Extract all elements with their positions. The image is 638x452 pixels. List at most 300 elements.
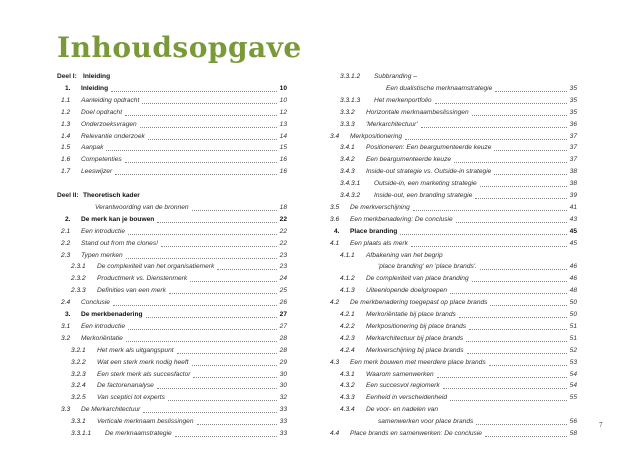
- dot-leader: [413, 210, 567, 211]
- toc-entry-title: Aanpak: [81, 144, 104, 152]
- toc-entry-page: 37: [569, 156, 577, 164]
- toc-entry-number: 3.5: [330, 203, 340, 211]
- dot-leader: [128, 329, 277, 330]
- toc-entry-number: 3.4.2: [340, 156, 355, 164]
- toc-entry-page: 38: [569, 180, 577, 188]
- toc-entry-title: Inleiding: [83, 73, 111, 80]
- toc-entry[interactable]: [57, 225, 287, 236]
- toc-entry-title: Merkpositionering: [350, 132, 403, 140]
- toc-entry-number: 1.7: [61, 168, 71, 176]
- toc-entry-page: 51: [569, 322, 577, 330]
- toc-entry-number: 3.2.2: [71, 358, 86, 366]
- toc-entry[interactable]: [326, 260, 577, 271]
- dot-leader: [140, 127, 277, 128]
- toc-entry-page: 12: [279, 108, 287, 116]
- toc-entry-page: 24: [279, 275, 287, 283]
- toc-entry-title: Doel opdracht: [81, 108, 123, 116]
- toc-section-heading[interactable]: [57, 70, 287, 81]
- toc-entry[interactable]: [57, 82, 287, 93]
- toc-entry-page: 33: [279, 430, 287, 437]
- toc-entry-number: 2.3.2: [71, 275, 86, 283]
- toc-entry-number: 3.2.3: [71, 370, 86, 378]
- toc-entry-title: De complexiteit van het organisatiemerk: [97, 263, 215, 271]
- toc-entry-number: 2.3: [61, 251, 71, 259]
- toc-entry[interactable]: [57, 94, 287, 105]
- toc-entry-title: Place brands en samenwerken: De conclusie: [350, 430, 482, 437]
- toc-entry[interactable]: [57, 272, 287, 283]
- dot-leader: [111, 91, 277, 92]
- toc-entry-page: 18: [279, 203, 287, 211]
- toc-entry[interactable]: [57, 379, 287, 390]
- toc-entry-number: 3.4.3.1: [340, 180, 361, 188]
- toc-entry-title: Horizontale merknaambeslissingen: [366, 108, 469, 116]
- toc-entry-number: 2.3.1: [71, 263, 86, 271]
- toc-entry[interactable]: [57, 368, 287, 379]
- dot-leader: [405, 139, 567, 140]
- toc-entry-title: De complexiteit van place branding: [366, 275, 469, 283]
- dot-leader: [113, 305, 277, 306]
- toc-entry-title: Onderzoeksvragen: [81, 120, 137, 128]
- dot-leader: [217, 269, 277, 270]
- dot-leader: [490, 305, 567, 306]
- dot-leader: [125, 115, 277, 116]
- toc-entry[interactable]: [326, 320, 577, 331]
- dot-leader: [443, 388, 567, 389]
- toc-entry[interactable]: [326, 82, 577, 93]
- toc-entry-page: 54: [569, 370, 577, 378]
- toc-entry-number: 3.3.3: [340, 120, 355, 128]
- dot-leader: [192, 210, 277, 211]
- dot-leader: [441, 412, 567, 413]
- toc-entry-number: 4.2.1: [340, 311, 355, 318]
- toc-entry-number: 3.3: [61, 406, 71, 414]
- toc-entry-number: 4.4: [330, 430, 340, 437]
- toc-entry-title: Een beargumenteerde keuze: [366, 156, 452, 164]
- toc-entry[interactable]: [326, 415, 577, 426]
- toc-entry-title: 'Merkarchitectuur': [366, 120, 418, 128]
- toc-entry-title: De merkbenadering toegepast op place brands: [350, 299, 488, 307]
- toc-entry-number: 1.4: [61, 132, 71, 140]
- toc-entry-title: samenwerken voor place brands: [378, 418, 474, 426]
- toc-entry-title: Relevantie onderzoek: [81, 132, 145, 140]
- toc-entry-page: 45: [569, 239, 577, 247]
- toc-entry-page: 29: [279, 358, 287, 366]
- toc-entry-title: De Merkarchitectuur: [81, 406, 141, 414]
- dot-leader: [467, 353, 568, 354]
- dot-leader: [420, 79, 567, 80]
- toc-entry[interactable]: [326, 165, 577, 176]
- toc-entry[interactable]: [326, 296, 577, 307]
- toc-entry[interactable]: [326, 70, 577, 81]
- toc-entry-page: 23: [279, 251, 287, 259]
- toc-entry-title: Verantwoording van de bronnen: [95, 203, 189, 211]
- dot-leader: [435, 103, 567, 104]
- dot-leader: [489, 365, 567, 366]
- toc-entry-number: 4.3.4: [340, 406, 355, 414]
- dot-leader: [192, 365, 277, 366]
- toc-entry-page: 35: [569, 108, 577, 116]
- toc-entry-title: Het merkenportfolio: [374, 96, 432, 104]
- toc-entry-title: De merkbenadering: [81, 311, 143, 318]
- toc-entry[interactable]: [326, 332, 577, 343]
- toc-entry-page: 13: [279, 120, 287, 128]
- toc-entry-page: 26: [279, 299, 287, 307]
- toc-entry-number: 4.2.4: [340, 346, 355, 354]
- dot-leader: [168, 400, 277, 401]
- toc-entry[interactable]: [57, 118, 287, 129]
- toc-entry-title: Productmerk vs. Dienstenmerk: [97, 275, 188, 283]
- toc-entry-number: 3.4.3: [340, 168, 355, 176]
- toc-entry-title: Positioneren: Een beargumenteerde keuze: [366, 144, 492, 152]
- toc-entry[interactable]: [57, 332, 287, 343]
- toc-entry[interactable]: [57, 391, 287, 402]
- toc-entry-title: Afbakening van het begrip: [366, 251, 443, 259]
- toc-entry[interactable]: [326, 284, 577, 295]
- toc-entry[interactable]: [326, 130, 577, 141]
- toc-entry-title: Het merk als uitgangspunt: [97, 346, 174, 354]
- toc-entry-page: 33: [279, 406, 287, 414]
- toc-entry-title: Uiteenlopende doelgroepen: [366, 287, 448, 295]
- dot-leader: [472, 115, 567, 116]
- toc-entry-page: 27: [279, 311, 287, 318]
- toc-entry-title: Outside-in, een marketing strategie: [374, 180, 477, 188]
- toc-entry[interactable]: [57, 237, 287, 248]
- dot-leader: [495, 91, 567, 92]
- toc-entry-number: 4.: [334, 227, 340, 235]
- toc-entry-number: 3.3.1.2: [340, 73, 361, 80]
- page-number: 7: [599, 421, 603, 429]
- toc-entry-page: 25: [279, 287, 287, 295]
- toc-entry-title: Merkarchitectuur bij place brands: [366, 334, 464, 342]
- dot-leader: [143, 198, 277, 199]
- toc-entry-title: Merkoriëntatie bij place brands: [366, 311, 456, 318]
- toc-entry-title: Stand out from the clones!: [81, 239, 158, 247]
- dot-leader: [197, 424, 277, 425]
- toc-entry-number: 4.3: [330, 358, 340, 366]
- dot-leader: [454, 162, 567, 163]
- dot-leader: [466, 341, 567, 342]
- toc-entry[interactable]: [57, 356, 287, 367]
- toc-entry-page: 22: [279, 227, 287, 235]
- toc-entry[interactable]: [326, 141, 577, 152]
- toc-entry-page: 35: [569, 96, 577, 104]
- toc-entry-title: Inleiding: [81, 84, 109, 92]
- toc-entry[interactable]: [326, 153, 577, 164]
- toc-entry-number: 4.3.3: [340, 394, 355, 402]
- toc-entry[interactable]: [326, 213, 577, 224]
- toc-entry-page: 53: [569, 358, 577, 366]
- toc-entry-page: 50: [569, 311, 577, 318]
- toc-entry-page: 36: [569, 120, 577, 128]
- toc-entry-title: Merkoriëntatie: [81, 334, 123, 342]
- dot-leader: [106, 150, 277, 151]
- dot-leader: [115, 174, 277, 175]
- toc-entry-page: 37: [569, 132, 577, 140]
- toc-entry-page: 54: [569, 382, 577, 390]
- toc-entry-number: 3.: [65, 311, 71, 318]
- toc-entry-page: 35: [569, 84, 577, 92]
- dot-leader: [459, 317, 567, 318]
- toc-entry[interactable]: [57, 141, 287, 152]
- toc-entry-page: 58: [569, 430, 577, 437]
- dot-leader: [446, 258, 567, 259]
- toc-entry-number: 4.3.1: [340, 370, 355, 378]
- toc-entry-number: 2.: [65, 215, 71, 223]
- dot-leader: [421, 127, 567, 128]
- toc-entry-number: 4.2.2: [340, 322, 355, 330]
- toc-entry-number: 3.2.5: [71, 394, 86, 402]
- toc-entry-number: 4.1: [330, 239, 340, 247]
- toc-entry-number: 3.2.1: [71, 346, 86, 354]
- toc-entry[interactable]: [57, 296, 287, 307]
- toc-entry[interactable]: [326, 201, 577, 212]
- toc-entry-number: 3.2.4: [71, 382, 86, 390]
- toc-entry-page: 14: [279, 132, 287, 140]
- dot-leader: [450, 400, 567, 401]
- page-title: Inhoudsopgave: [57, 31, 302, 64]
- toc-entry-number: 3.3.1.1: [71, 430, 92, 437]
- toc-entry[interactable]: [326, 272, 577, 283]
- toc-entry-number: 4.1.2: [340, 275, 355, 283]
- toc-entry-page: 32: [279, 394, 287, 402]
- toc-entry-number: 3.2: [61, 334, 71, 342]
- toc-entry[interactable]: [57, 320, 287, 331]
- dot-leader: [126, 258, 277, 259]
- toc-entry-number: Deel I:: [57, 73, 77, 80]
- toc-entry-title: De voor- en nadelen van: [366, 406, 439, 414]
- dot-leader: [157, 388, 277, 389]
- dot-leader: [190, 281, 277, 282]
- toc-entry-title: Conclusie: [81, 299, 110, 307]
- toc-entry-page: 55: [569, 394, 577, 402]
- toc-entry-number: 1.1: [61, 96, 71, 104]
- toc-entry-title: Een merk bouwen met meerdere place brands: [350, 358, 486, 366]
- toc-entry[interactable]: [57, 427, 287, 438]
- toc-entry[interactable]: [57, 249, 287, 260]
- dot-leader: [128, 234, 277, 235]
- toc-entry-title: Aanleiding opdracht: [81, 96, 140, 104]
- toc-entry-number: 1.: [65, 84, 71, 92]
- toc-entry-title: Place branding: [350, 227, 398, 235]
- toc-entry-title: Een dualistische merknaamstrategie: [386, 84, 493, 92]
- toc-entry[interactable]: [326, 177, 577, 188]
- toc-section-heading[interactable]: [57, 189, 287, 200]
- toc-entry-page: 43: [569, 215, 577, 223]
- toc-entry-page: 16: [279, 168, 287, 176]
- toc-entry-number: 3.4.1: [340, 144, 355, 152]
- dot-leader: [472, 281, 567, 282]
- toc-entry[interactable]: [326, 118, 577, 129]
- toc-entry[interactable]: [326, 368, 577, 379]
- toc-entry[interactable]: [326, 356, 577, 367]
- toc-entry-page: 51: [569, 334, 577, 342]
- toc-entry[interactable]: [326, 106, 577, 117]
- toc-entry-page: 10: [279, 96, 287, 104]
- toc-entry[interactable]: [57, 106, 287, 117]
- dot-leader: [169, 293, 277, 294]
- toc-entry-page: 22: [279, 215, 287, 223]
- toc-entry-title: Een sterk merk als succesfactor: [97, 370, 191, 378]
- toc-entry-title: 'place branding' en 'place brands'.: [378, 263, 477, 271]
- toc-entry[interactable]: [326, 427, 577, 438]
- toc-entry-number: 4.1.3: [340, 287, 355, 295]
- toc-entry-title: Merkverschijning bij place brands: [366, 346, 464, 354]
- toc-entry-title: Waarom samenwerken: [366, 370, 434, 378]
- toc-entry-page: 15: [279, 144, 287, 152]
- dot-leader: [175, 436, 277, 437]
- toc-entry[interactable]: [57, 165, 287, 176]
- dot-leader: [113, 79, 277, 80]
- toc-entry[interactable]: [326, 379, 577, 390]
- toc-entry-page: 41: [569, 203, 577, 211]
- dot-leader: [126, 341, 277, 342]
- toc-entry-title: Subbranding –: [374, 73, 417, 80]
- dot-leader: [450, 293, 567, 294]
- toc-entry-page: 52: [569, 346, 577, 354]
- toc-entry[interactable]: [57, 344, 287, 355]
- toc-entry[interactable]: [326, 94, 577, 105]
- toc-entry-title: Inside-out, een branding strategie: [374, 192, 473, 199]
- toc-entry-page: 48: [569, 287, 577, 295]
- toc-entry[interactable]: [57, 260, 287, 271]
- toc-entry[interactable]: [326, 344, 577, 355]
- dot-leader: [142, 103, 277, 104]
- toc-entry-number: Deel II:: [57, 192, 79, 199]
- dot-leader: [480, 186, 567, 187]
- toc-entry-title: Leeswijzer: [81, 168, 113, 176]
- toc-entry-page: 27: [279, 322, 287, 330]
- dot-leader: [84, 186, 277, 187]
- toc-entry-number: 3.1: [61, 322, 71, 330]
- toc-entry[interactable]: [57, 213, 287, 224]
- toc-entry-page: 28: [279, 346, 287, 354]
- toc-entry-number: 4.2.3: [340, 334, 355, 342]
- toc-entry[interactable]: [326, 189, 577, 200]
- toc-entry-page: 39: [569, 192, 577, 199]
- toc-entry-title: Een merkbenadering: De conclusie: [350, 215, 453, 223]
- toc-entry-number: 1.5: [61, 144, 71, 152]
- toc-entry-page: 23: [279, 263, 287, 271]
- toc-entry-number: 3.3.1.3: [340, 96, 361, 104]
- dot-leader: [125, 162, 277, 163]
- toc-entry[interactable]: [326, 403, 577, 414]
- toc-entry-page: 16: [279, 156, 287, 164]
- toc-entry-number: 1.2: [61, 108, 71, 116]
- toc-entry-title: Typen merken: [81, 251, 123, 259]
- toc-entry[interactable]: [326, 225, 577, 236]
- toc-entry-title: Definities van een merk: [97, 287, 166, 295]
- dot-leader: [143, 412, 277, 413]
- toc-entry-number: 4.3.2: [340, 382, 355, 390]
- toc-entry[interactable]: [326, 308, 577, 319]
- toc-entry-number: 2.3.3: [71, 287, 86, 295]
- toc-entry-number: 3.4: [330, 132, 340, 140]
- toc-entry[interactable]: [57, 201, 287, 212]
- dot-leader: [456, 222, 567, 223]
- toc-entry-number: 3.3.1: [71, 418, 86, 426]
- toc-entry[interactable]: [57, 130, 287, 141]
- dot-leader: [469, 329, 567, 330]
- dot-leader: [494, 150, 567, 151]
- toc-entry-page: 28: [279, 334, 287, 342]
- toc-entry-title: Eenheid in verscheidenheid: [366, 394, 448, 402]
- dot-leader: [476, 424, 567, 425]
- toc-entry[interactable]: [57, 153, 287, 164]
- toc-entry[interactable]: [326, 237, 577, 248]
- toc-entry-title: Een succesvol regiomerk: [366, 382, 440, 390]
- toc-entry-page: 56: [569, 418, 577, 426]
- toc-entry-page: 37: [569, 144, 577, 152]
- toc-entry-number: 4.2: [330, 299, 340, 307]
- toc-entry-title: Wat een sterk merk nodig heeft: [97, 358, 189, 366]
- dot-leader: [148, 139, 277, 140]
- toc-entry-number: 3.4.3.2: [340, 192, 361, 199]
- toc-entry-number: 2.1: [61, 227, 71, 235]
- toc-entry-title: Een plaats als merk: [350, 239, 408, 247]
- toc-entry[interactable]: [326, 391, 577, 402]
- dot-leader: [400, 234, 567, 235]
- dot-leader: [193, 377, 277, 378]
- toc-entry[interactable]: [57, 308, 287, 319]
- toc-entry-number: 2.4: [61, 299, 71, 307]
- toc-entry[interactable]: [326, 249, 577, 260]
- toc-entry[interactable]: [57, 403, 287, 414]
- toc-entry-page: 22: [279, 239, 287, 247]
- dot-leader: [480, 269, 567, 270]
- toc-entry: [57, 177, 287, 188]
- toc-entry-number: 3.3.2: [340, 108, 355, 116]
- dot-leader: [437, 377, 567, 378]
- dot-leader: [177, 353, 277, 354]
- toc-entry[interactable]: [57, 415, 287, 426]
- toc-entry-page: 10: [279, 84, 287, 92]
- toc-entry-page: 30: [279, 382, 287, 390]
- toc-entry-title: Een introductie: [81, 227, 125, 235]
- toc-entry-page: 30: [279, 370, 287, 378]
- toc-entry-title: De merkverschijning: [350, 203, 410, 211]
- toc-entry-number: 3.6: [330, 215, 340, 223]
- dot-leader: [161, 246, 277, 247]
- toc-entry-page: 46: [569, 263, 577, 271]
- toc-entry-title: De factorenanalyse: [97, 382, 154, 390]
- toc-entry-page: 38: [569, 168, 577, 176]
- toc-entry-number: 1.6: [61, 156, 71, 164]
- dot-leader: [494, 174, 567, 175]
- toc-entry-number: 2.2: [61, 239, 71, 247]
- toc-entry-title: Verticale merknaam beslissingen: [97, 418, 194, 426]
- toc-entry[interactable]: [57, 284, 287, 295]
- dot-leader: [485, 436, 567, 437]
- toc-entry-number: 1.3: [61, 120, 71, 128]
- toc-entry-title: Een introductie: [81, 322, 125, 330]
- toc-entry-title: Competenties: [81, 156, 122, 164]
- toc-entry-title: Theoretisch kader: [83, 192, 140, 199]
- toc-entry-page: 46: [569, 275, 577, 283]
- toc-entry-title: Inside-out strategie vs. Outside-in strategie: [366, 168, 492, 176]
- toc-entry-title: Merkpositionering bij place brands: [366, 322, 467, 330]
- dot-leader: [146, 317, 277, 318]
- toc-entry-number: 4.1.1: [340, 251, 355, 259]
- toc-entry-title: Van sceptici tot experts: [97, 394, 165, 402]
- toc-entry-page: 45: [569, 227, 577, 235]
- toc-entry-title: De merknaamstrategie: [105, 430, 172, 437]
- toc-entry-page: 33: [279, 418, 287, 426]
- toc-entry-page: 50: [569, 299, 577, 307]
- dot-leader: [411, 246, 567, 247]
- dot-leader: [157, 222, 277, 223]
- dot-leader: [475, 198, 567, 199]
- toc-entry-title: De merk kan je bouwen: [81, 215, 155, 223]
